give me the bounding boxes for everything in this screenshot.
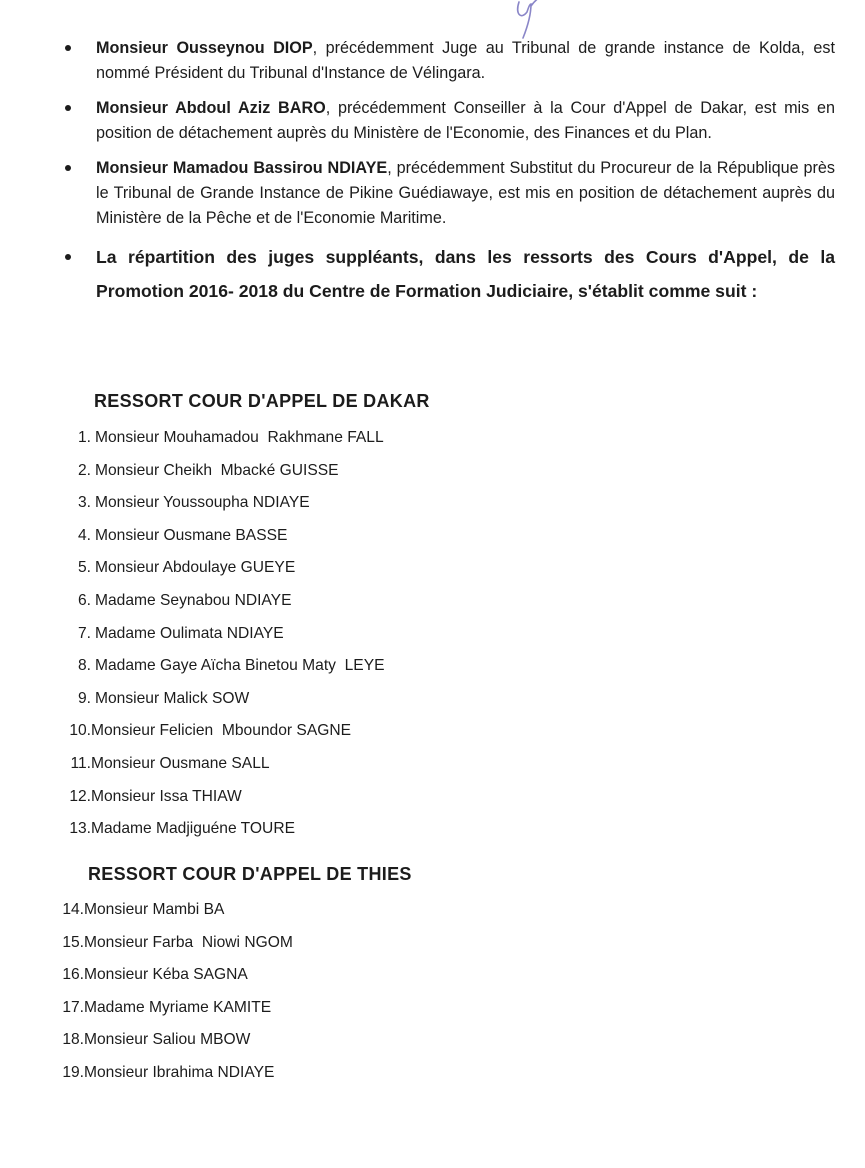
list-item (64, 491, 385, 524)
list-item (64, 654, 385, 687)
person-name: Monsieur Ousseynou DIOP (96, 39, 313, 57)
list-item-number: 2. (77, 461, 91, 479)
list-item (64, 556, 385, 589)
list-item-number: 19. (62, 1063, 84, 1081)
bullet-text: , précédemment Juge au Tribunal de grande instance de Kolda, est nommé Président du Tribunal d'Instance de Vélingara. (96, 39, 835, 82)
list-item-text: Monsieur Issa THIAW (91, 787, 242, 805)
list-item (64, 426, 385, 459)
list-item-number: 10. (69, 722, 91, 740)
list-item-number: 6. (77, 591, 91, 609)
bullet-text: , précédemment Conseiller à la Cour d'Appel de Dakar, est mis en position de détachement auprès du Ministère de l'Economie, des Finances et du Plan. (96, 99, 835, 142)
list-item-number: 12. (69, 787, 91, 805)
list-item-text: Monsieur Ousmane BASSE (95, 526, 288, 544)
list-item (64, 622, 385, 655)
list-item (64, 459, 385, 492)
list-item (64, 687, 385, 720)
bullet-icon (65, 254, 71, 260)
list-item (57, 963, 293, 996)
list-item-text: Monsieur Kéba SAGNA (84, 966, 248, 984)
list-item (64, 524, 385, 557)
list-item (57, 931, 293, 964)
list-item (57, 1061, 293, 1094)
list-item-number: 8. (77, 657, 91, 675)
bullet-item (60, 96, 835, 146)
list-item-text: Madame Myriame KAMITE (84, 998, 272, 1016)
person-name: Monsieur Mamadou Bassirou NDIAYE (96, 159, 388, 177)
list-item (57, 996, 293, 1029)
list-item-text: Monsieur Cheikh Mbacké GUISSE (95, 461, 339, 479)
bullet-item (60, 36, 835, 86)
bullet-item (60, 156, 835, 231)
bullet-icon (65, 165, 71, 171)
list-item (57, 898, 293, 931)
list-item-text: Madame Seynabou NDIAYE (95, 591, 292, 609)
list-item-number: 3. (77, 494, 91, 512)
bullet-item (60, 240, 835, 308)
list-item-number: 15. (62, 933, 84, 951)
section-title-thies: RESSORT COUR D'APPEL DE THIES (88, 864, 412, 884)
list-item (64, 719, 385, 752)
list-item-number: 18. (62, 1031, 84, 1049)
list-item-number: 4. (77, 526, 91, 544)
list-item-number: 7. (77, 624, 91, 642)
bullet-list (60, 36, 835, 308)
bullet-text: , précédemment Substitut du Procureur de la République près le Tribunal de Grande Instance de Pikine Guédiawaye, est mis en position de détachement auprès du Ministère de la Pêche et de l'Economie Maritime. (96, 159, 836, 227)
list-item-number: 11. (70, 754, 91, 772)
list-item (64, 817, 385, 850)
list-item (64, 752, 385, 785)
list-item-text: Monsieur Felicien Mboundor SAGNE (91, 722, 352, 740)
list-item-text: Monsieur Farba Niowi NGOM (84, 933, 293, 951)
list-item-text: Monsieur Youssoupha NDIAYE (95, 494, 310, 512)
person-name: Monsieur Abdoul Aziz BARO (96, 99, 326, 117)
list-item-number: 17. (62, 998, 84, 1016)
bullet-icon (65, 105, 71, 111)
list-item-text: Madame Madjiguéne TOURE (91, 820, 295, 838)
list-item-text: Monsieur Mambi BA (84, 901, 225, 918)
list-dakar (64, 426, 385, 850)
section-title-dakar: RESSORT COUR D'APPEL DE DAKAR (94, 391, 430, 411)
list-item (64, 589, 385, 622)
list-item-number: 1. (77, 429, 91, 446)
list-item-number: 13. (69, 820, 91, 838)
list-item-text: Monsieur Mouhamadou Rakhmane FALL (95, 429, 384, 446)
list-thies (57, 898, 293, 1094)
list-item-number: 9. (77, 689, 91, 707)
list-item-text: Monsieur Saliou MBOW (84, 1031, 251, 1049)
bullet-icon (65, 45, 71, 51)
list-item-text: Monsieur Ibrahima NDIAYE (84, 1063, 275, 1081)
list-item-number: 5. (77, 559, 91, 577)
list-item-text: Monsieur Malick SOW (95, 689, 250, 707)
list-item (57, 1028, 293, 1061)
list-item-text: Madame Gaye Aïcha Binetou Maty LEYE (95, 657, 385, 675)
list-item-number: 16. (62, 966, 84, 984)
bullet-text: La répartition des juges suppléants, dans les ressorts des Cours d'Appel, de la Promotion 2016- 2018 du Centre de Formation Judiciaire, s'établit comme suit : (96, 247, 835, 301)
list-item-text: Madame Oulimata NDIAYE (95, 624, 284, 642)
list-item-text: Monsieur Abdoulaye GUEYE (95, 559, 296, 577)
list-item-text: Monsieur Ousmane SALL (91, 754, 270, 772)
list-item-number: 14. (62, 901, 84, 918)
list-item (64, 785, 385, 818)
